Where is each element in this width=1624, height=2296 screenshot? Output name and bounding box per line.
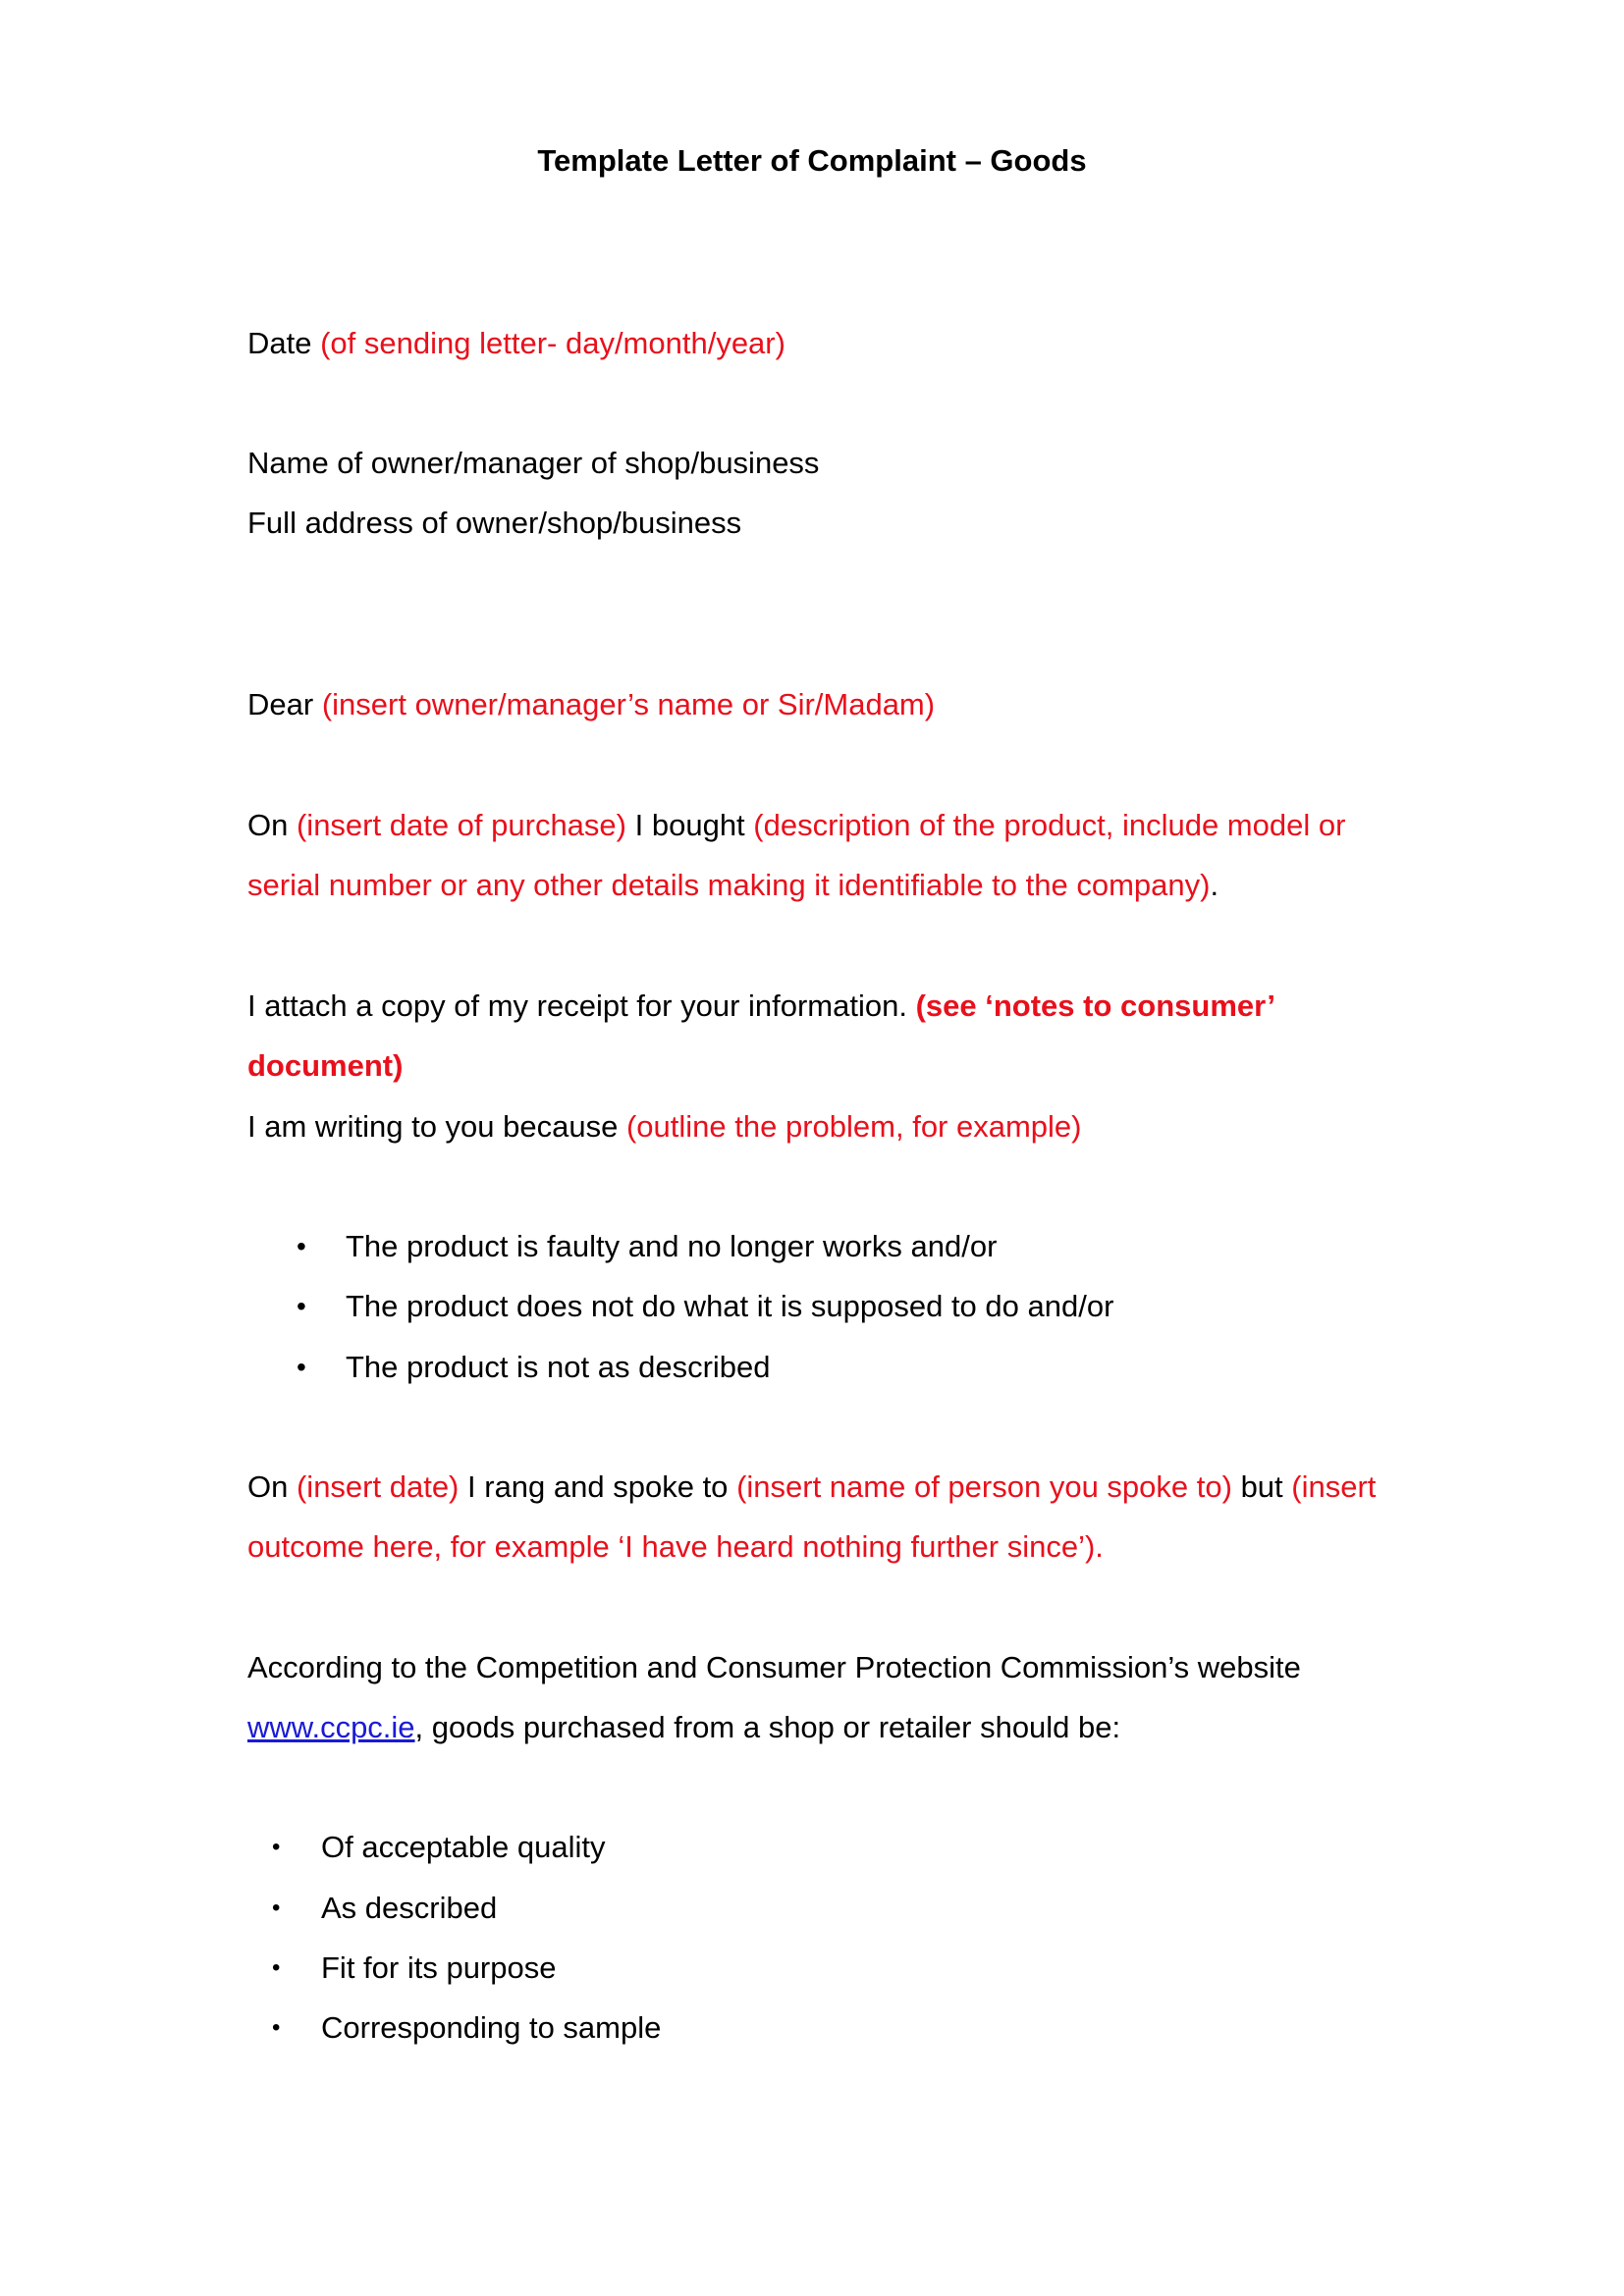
list-bullet: •	[272, 1954, 281, 1981]
salutation-line	[247, 685, 1406, 724]
date-hint: (of sending letter- day/month/year)	[320, 326, 785, 360]
date-label: Date	[247, 326, 312, 360]
list-bullet: •	[297, 1231, 306, 1261]
list-bullet: •	[272, 1834, 281, 1860]
list-item: The product is not as described	[346, 1350, 771, 1384]
purchase-period: .	[1210, 868, 1219, 902]
writing-text: I am writing to you because	[247, 1109, 619, 1144]
contact-date-hint: (insert date)	[296, 1469, 460, 1504]
receipt-text: I attach a copy of my receipt for your information.	[247, 988, 907, 1023]
ccpc-line-1: According to the Competition and Consumer Protection Commission’s website	[247, 1650, 1301, 1684]
writing-line	[247, 1107, 1406, 1147]
list-item: As described	[321, 1891, 498, 1925]
purchase-description-hint-cont: serial number or any other details making it identifiable to the company)	[247, 868, 1211, 902]
purchase-line-2	[247, 866, 1406, 905]
list-item: Fit for its purpose	[321, 1950, 557, 1985]
contact-outcome-hint-cont: outcome here, for example ‘I have heard nothing further since’).	[247, 1529, 1104, 1564]
receipt-note-cont: document)	[247, 1048, 404, 1083]
ccpc-line-2-text: , goods purchased from a shop or retailer should be:	[414, 1710, 1121, 1744]
purchase-bought: I bought	[634, 808, 745, 842]
purchase-description-hint: (description of the product, include model or	[753, 808, 1346, 842]
list-item: Corresponding to sample	[321, 2010, 662, 2045]
salutation-label: Dear	[247, 687, 314, 721]
receipt-note: (see ‘notes to consumer’	[915, 988, 1275, 1023]
ccpc-line-2	[247, 1708, 1406, 1747]
contact-person-hint: (insert name of person you spoke to)	[736, 1469, 1232, 1504]
salutation-hint: (insert owner/manager’s name or Sir/Madam)	[321, 687, 936, 721]
list-bullet: •	[272, 1895, 281, 1921]
list-bullet: •	[297, 1352, 306, 1382]
writing-hint: (outline the problem, for example)	[625, 1109, 1082, 1144]
list-item: The product does not do what it is supposed to do and/or	[346, 1289, 1114, 1323]
list-bullet: •	[297, 1291, 306, 1321]
list-bullet: •	[272, 2014, 281, 2041]
contact-line-1	[247, 1468, 1406, 1507]
date-line	[247, 324, 1406, 363]
contact-line-2	[247, 1527, 1406, 1567]
ccpc-link[interactable]: www.ccpc.ie	[247, 1710, 415, 1744]
purchase-on: On	[247, 808, 289, 842]
contact-but: but	[1240, 1469, 1283, 1504]
purchase-line-1	[247, 806, 1406, 845]
list-item: Of acceptable quality	[321, 1830, 606, 1864]
recipient-name-line: Name of owner/manager of shop/business	[247, 446, 820, 480]
document-title: Template Letter of Complaint – Goods	[537, 143, 1087, 178]
list-item: The product is faulty and no longer works and/or	[346, 1229, 998, 1263]
purchase-date-hint: (insert date of purchase)	[296, 808, 626, 842]
contact-on: On	[247, 1469, 289, 1504]
receipt-line-2	[247, 1046, 1406, 1086]
receipt-line-1	[247, 987, 1406, 1026]
contact-rang: I rang and spoke to	[467, 1469, 729, 1504]
contact-outcome-hint: (insert	[1291, 1469, 1377, 1504]
recipient-address-line: Full address of owner/shop/business	[247, 506, 742, 540]
